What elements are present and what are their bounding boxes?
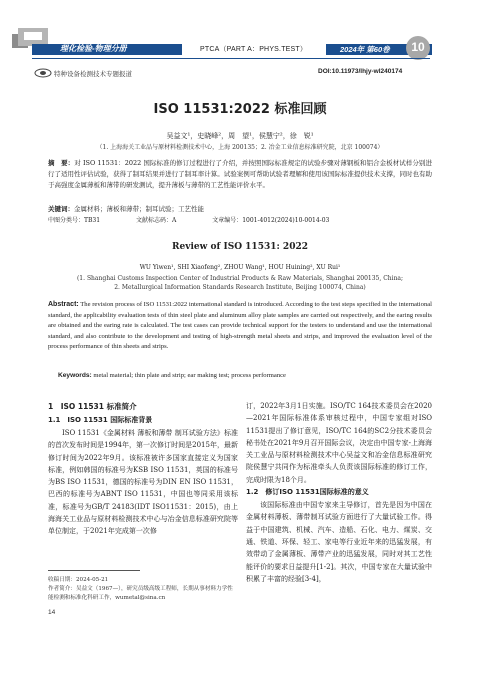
body-left-column	[48, 400, 238, 538]
page-number: 14	[48, 609, 56, 616]
journal-name: 理化检验-物理分册	[60, 44, 127, 53]
body-right-column	[246, 400, 432, 585]
keywords-cn-label: 关键词：	[48, 205, 74, 213]
footnote	[48, 576, 238, 603]
affiliation-en-1: (1. Shanghai Customs Inspection Center of Industrial Products & Raw Materials, Shanghai 200135, China;	[76, 275, 404, 282]
doi: DOI:10.11973/lhjy-wl240174	[318, 68, 403, 75]
section-1-2-heading: 1.2 修订ISO 11531国际标准的意义	[246, 488, 369, 497]
authors-en: WU Yiwen¹, SHI Xiaofeng², ZHOU Wang¹, HOU Huining², XU Rui¹	[139, 264, 341, 271]
keywords-cn-text: 金属材料；薄板和薄带；制耳试验；工艺性能	[74, 205, 204, 213]
column-label: 特种设备检测技术专题报道	[54, 70, 132, 78]
keywords-en	[58, 372, 286, 379]
column-logo-icon	[34, 68, 52, 78]
footnote-rule	[48, 570, 140, 571]
issue-number: 10	[411, 40, 425, 54]
keywords-en-text: metal material; thin plate and strip; ear making test; process performance	[93, 372, 286, 379]
author-bio: 作者简介：吴益文（1967—），研究员级高级工程师，长期从事材料力学性能检测和标准化科研工作，wumetal@sina.cn	[48, 586, 233, 601]
keywords-en-label: Keywords:	[58, 372, 92, 379]
article-number: 文章编号：1001-4012(2024)10-0014-03	[212, 217, 330, 224]
abstract-en-text: The revision process of ISO 11531:2022 international standard is introduced. According to the test steps specified in the international standard, the applicability evaluation tests of thin steel plate and aluminum alloy plate samples are carried out respectively, and the earing results are obtained and the earing rate is calculated. The test cases can provide technical support for the testers to understand and use the international standard, and also contribute to the development and testing of high-strength metal sheets and strips, and improved the evaluation level of the process performance of thin sheets and strips.	[48, 301, 432, 351]
title-en: Review of ISO 11531: 2022	[172, 242, 308, 252]
section-1-1-heading: 1.1 ISO 11531 国际标准背景	[48, 416, 153, 424]
abstract-cn-label: 摘 要：	[48, 159, 75, 167]
body-paragraph: ISO 11531《金属材料 薄板和薄带 制耳试验方法》标准的首次发布时间是1994年，第一次修订时间是2015年，最新修订时间为2022年9月。该标准被许多国家直接定义为国家标准，例如韩国的标准号为KSB ISO 11531，英国的标准号为BS ISO 11531，德国的标准号为DIN EN ISO 11531，巴西的标准号为ABNT ISO 11531，中国也等同采用该标准，标准号为GB/T 24183(IDT ISO11531：2015)，由上海海关工业品与原材料检测技术中心与冶金信息标准研究院等单位制定，于2021年完成第一次修	[48, 429, 238, 536]
volume-info: 2024年 第60卷	[340, 45, 390, 54]
affiliation-cn: （1. 上海海关工业品与原材料检测技术中心，上海 200135；2. 冶金工业信息标准研究院，北京 100074）	[96, 144, 384, 151]
affiliation-en-2: 2. Metallurgical Information Standards Research Institute, Beijing 100074, China)	[114, 284, 366, 291]
body-paragraph: 该国际标准由中国专家来主导修订，首先是因为中国在金属材料薄板、薄带制耳试验方面进行了大量试验工作。得益于中国建筑、机械、汽车、造船、石化、电力、煤炭、交通、铁道、环保、轻工、家电等行业近年来的迅猛发展，有效带动了金属薄板、薄带产业的迅猛发展，同时对其工艺性能评价的要求日益提升[1-2]。其次，中国专家在大量试验中积累了丰富的经验[3-4]，	[246, 501, 432, 583]
header-rule	[32, 58, 430, 59]
abstract-cn	[48, 158, 432, 191]
abstract-en	[48, 300, 432, 353]
clc-code: 中图分类号：TB31	[48, 217, 101, 224]
journal-english-name: PTCA（PART A：PHYS.TEST）	[200, 46, 308, 53]
title-cn: ISO 11531:2022 标准回顾	[153, 102, 327, 117]
authors-cn: 吴益文¹，史晓峰²，周 望¹，侯慧宁²，徐 锐¹	[166, 132, 314, 140]
abstract-cn-text: 对 ISO 11531：2022 国际标准的修订过程进行了介绍，并按照国际标准规定的试验步骤对薄钢板和铝合金板材试样分别进行了适用性评估试验，获得了制耳结果并进行了制耳率计算。试验案例可帮助试验者理解和使用该国际标准提供技术支撑，同时也有助于高强度金属薄板和薄带的研发测试，提升薄板与薄带的工艺性能评价水平。	[48, 159, 432, 189]
keywords-cn	[48, 204, 204, 213]
body-paragraph: 订，2022年3月1日实施。ISO/TC 164技术委员会在2020—2021年国际标准体系审核过程中，中国专家组对ISO 11531提出了修订意见，ISO/TC 164的SC2分技术委员会秘书处在2021年9月召开国际会议，决定由中国专家-上海海关工业品与原材料检测技术中心吴益文和冶金信息标准研究院侯慧宁共同作为标准牵头人负责该国际标准的修订工作，完成时限为18个月。	[246, 402, 432, 484]
received-date: 收稿日期：2024-05-21	[48, 577, 109, 583]
abstract-en-label: Abstract:	[48, 301, 79, 308]
classification-row	[48, 215, 363, 224]
document-code: 文献标志码：A	[135, 217, 177, 224]
section-1-heading: 1 ISO 11531 标准简介	[48, 402, 137, 411]
